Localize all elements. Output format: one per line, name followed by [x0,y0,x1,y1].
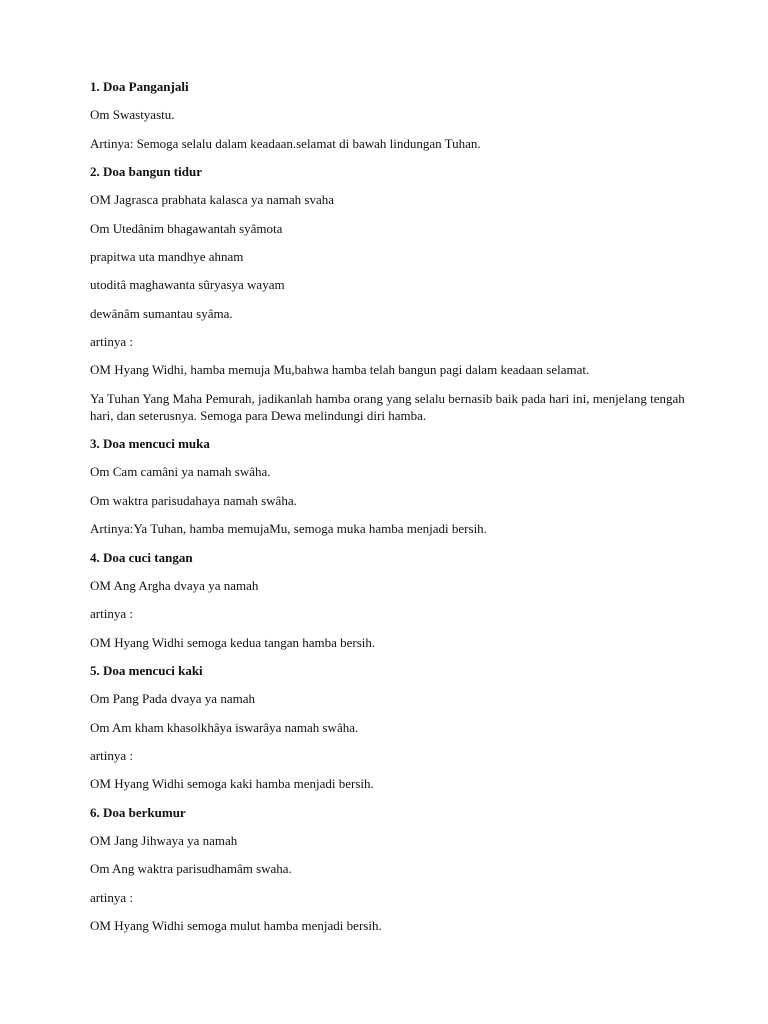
section-heading: 6. Doa berkumur [90,804,186,820]
body-line: OM Ang Argha dvaya ya namah [90,577,259,593]
body-line: artinya : [90,889,133,905]
body-line: OM Jang Jihwaya ya namah [90,832,238,848]
body-line: Artinya:Ya Tuhan, hamba memujaMu, semoga muka hamba menjadi bersih. [90,521,487,537]
document-page [90,78,710,945]
body-line: Om Utedânim bhagawantah syâmota [90,220,283,236]
body-line: Om Am kham khasolkhâya iswarâya namah swâha. [90,719,359,735]
body-line: Om Swastyastu. [90,107,175,123]
body-line: dewânâm sumantau syâma. [90,305,233,321]
body-line: artinya : [90,606,133,622]
section-heading: 2. Doa bangun tidur [90,164,202,180]
body-line: Om Ang waktra parisudhamâm swaha. [90,861,292,877]
body-line: OM Jagrasca prabhata kalasca ya namah svaha [90,192,334,208]
body-line: artinya : [90,747,133,763]
body-line: Om Cam camâni ya namah swâha. [90,464,271,480]
body-line: Om Pang Pada dvaya ya namah [90,691,255,707]
section-heading: 4. Doa cuci tangan [90,549,193,565]
body-line: OM Hyang Widhi, hamba memuja Mu,bahwa hamba telah bangun pagi dalam keadaan selamat. [90,362,590,378]
body-line: artinya : [90,334,133,350]
section-heading: 1. Doa Panganjali [90,79,189,94]
body-line: Artinya: Semoga selalu dalam keadaan.selamat di bawah lindungan Tuhan. [90,135,481,151]
body-line: prapitwa uta mandhye ahnam [90,249,244,265]
section-heading: 5. Doa mencuci kaki [90,662,203,678]
body-line: OM Hyang Widhi semoga mulut hamba menjadi bersih. [90,917,382,933]
section-heading: 3. Doa mencuci muka [90,436,210,452]
body-paragraph: Ya Tuhan Yang Maha Pemurah, jadikanlah hamba orang yang selalu bernasib baik pada hari ini, menjelang tengah hari, dan seterusnya. Semoga para Dewa melindungi diri hamba. [90,390,685,423]
body-line: OM Hyang Widhi semoga kedua tangan hamba bersih. [90,634,376,650]
body-line: utoditâ maghawanta sûryasya wayam [90,277,285,293]
body-line: OM Hyang Widhi semoga kaki hamba menjadi bersih. [90,776,374,792]
body-line: Om waktra parisudahaya namah swâha. [90,492,297,508]
